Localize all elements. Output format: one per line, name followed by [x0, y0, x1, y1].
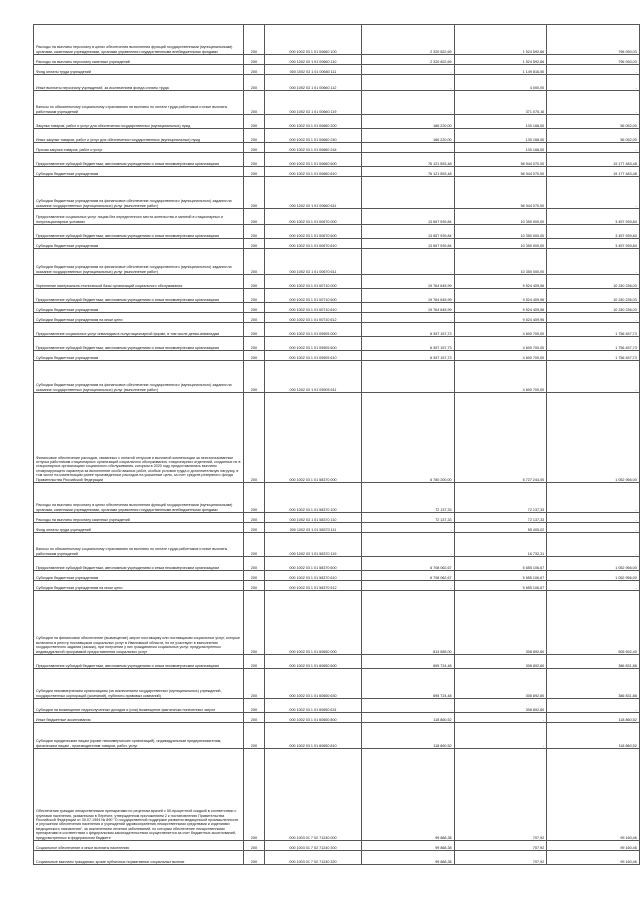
- table-row: [34, 129, 640, 143]
- table-row: [34, 749, 640, 841]
- row-line-code-cell: 200: [244, 143, 265, 153]
- row-unexecuted-cell: -: [547, 533, 640, 557]
- row-budget-code-cell: 000 1002 03 1 01 58370 612: [265, 581, 362, 591]
- row-approved-cell: -: [362, 699, 455, 713]
- row-unexecuted-cell: 19 177 483,48: [547, 167, 640, 177]
- row-executed-cell: 56 944 070,00: [454, 153, 547, 167]
- row-executed-cell: 9 524 409,96: [454, 303, 547, 313]
- row-name-cell: Взносы по обязательному социальному страхованию на выплаты по оплате труда работников и иные выплаты работникам учреждений: [34, 533, 244, 557]
- row-executed-cell: 10 350 000,00: [454, 249, 547, 275]
- row-approved-cell: 118 860,52: [362, 713, 455, 723]
- row-approved-cell: 6 708 062,67: [362, 571, 455, 581]
- row-unexecuted-cell: -: [547, 143, 640, 153]
- table-row: [34, 143, 640, 153]
- row-approved-cell: 13 657 939,84: [362, 225, 455, 239]
- row-executed-cell: 10 350 000,00: [454, 239, 547, 249]
- row-executed-cell: 4 600 700,00: [454, 337, 547, 351]
- row-approved-cell: -: [362, 143, 455, 153]
- row-unexecuted-cell: -: [547, 65, 640, 75]
- row-unexecuted-cell: -: [547, 513, 640, 523]
- table-row: [34, 655, 640, 669]
- row-line-code-cell: 200: [244, 557, 265, 571]
- row-unexecuted-cell: 10 240 236,03: [547, 303, 640, 313]
- row-name-cell: Прочая закупка товаров, работ и услуг: [34, 143, 244, 153]
- row-budget-code-cell: 000 1002 03 1 01 58370 110: [265, 513, 362, 523]
- row-executed-cell: 707,92: [454, 841, 547, 851]
- row-line-code-cell: 200: [244, 669, 265, 699]
- row-line-code-cell: 200: [244, 55, 265, 65]
- row-unexecuted-cell: 796 930,03: [547, 55, 640, 65]
- table-row: [34, 841, 640, 851]
- row-executed-cell: -: [454, 723, 547, 749]
- table-row: [34, 249, 640, 275]
- row-line-code-cell: 200: [244, 153, 265, 167]
- row-line-code-cell: 200: [244, 91, 265, 115]
- table-row: [34, 513, 640, 523]
- table-row: [34, 337, 640, 351]
- row-executed-cell: 4 600 700,00: [454, 351, 547, 361]
- table-row: [34, 351, 640, 361]
- table-row: [34, 177, 640, 209]
- row-approved-cell: -: [362, 361, 455, 393]
- row-name-cell: Расходы на выплаты персоналу казенных учреждений: [34, 55, 244, 65]
- row-unexecuted-cell: 56 052,00: [547, 129, 640, 143]
- row-budget-code-cell: 000 1002 03 1 01 60650 000: [265, 591, 362, 655]
- row-line-code-cell: 200: [244, 581, 265, 591]
- row-unexecuted-cell: -: [547, 177, 640, 209]
- row-budget-code-cell: 000 1002 03 1 01 58370 600: [265, 557, 362, 571]
- row-name-cell: Субсидии бюджетным учреждениям: [34, 351, 244, 361]
- row-name-cell: Субсидии бюджетным учреждениям на финансовое обеспечение государственного (муниципального) задания на оказание государственных (муниципальных) услуг (выполнение работ): [34, 249, 244, 275]
- row-budget-code-cell: 000 1002 03 1 01 00660 100: [265, 25, 362, 55]
- row-executed-cell: 707,92: [454, 851, 547, 865]
- row-approved-cell: -: [362, 91, 455, 115]
- row-executed-cell: 9 524 409,96: [454, 313, 547, 323]
- row-unexecuted-cell: -: [547, 249, 640, 275]
- row-unexecuted-cell: 505 692,40: [547, 591, 640, 655]
- row-executed-cell: 10 350 000,00: [454, 225, 547, 239]
- table-row: [34, 303, 640, 313]
- row-unexecuted-cell: 1 756 457,73: [547, 351, 640, 361]
- row-unexecuted-cell: -: [547, 75, 640, 91]
- row-budget-code-cell: 000 1002 03 1 01 05905 611: [265, 361, 362, 393]
- table-row: [34, 533, 640, 557]
- row-unexecuted-cell: -: [547, 313, 640, 323]
- row-unexecuted-cell: 3 457 939,84: [547, 239, 640, 249]
- row-budget-code-cell: 000 1002 03 1 01 58370 000: [265, 393, 362, 483]
- row-budget-code-cell: 000 1002 03 1 01 60650 810: [265, 723, 362, 749]
- row-unexecuted-cell: 3 457 939,84: [547, 225, 640, 239]
- row-line-code-cell: 200: [244, 225, 265, 239]
- table-row: [34, 571, 640, 581]
- row-line-code-cell: 200: [244, 571, 265, 581]
- row-line-code-cell: 200: [244, 303, 265, 313]
- table-row: [34, 851, 640, 865]
- row-approved-cell: 2 320 822,69: [362, 25, 455, 55]
- row-executed-cell: 72 137,33: [454, 513, 547, 523]
- row-line-code-cell: 200: [244, 337, 265, 351]
- table-row: [34, 91, 640, 115]
- row-name-cell: Социальное обеспечение и иные выплаты населению: [34, 841, 244, 851]
- row-approved-cell: -: [362, 249, 455, 275]
- row-unexecuted-cell: 99 160,46: [547, 749, 640, 841]
- row-executed-cell: 308 892,60: [454, 655, 547, 669]
- row-unexecuted-cell: 1 756 457,73: [547, 323, 640, 337]
- row-unexecuted-cell: 3 457 939,84: [547, 209, 640, 225]
- row-name-cell: Субсидии бюджетным учреждениям: [34, 239, 244, 249]
- row-approved-cell: -: [362, 65, 455, 75]
- table-row: [34, 591, 640, 655]
- row-name-cell: Иные закупки товаров, работ и услуг для обеспечения государственных (муниципальных) нужд: [34, 129, 244, 143]
- row-executed-cell: 56 944 070,00: [454, 177, 547, 209]
- row-approved-cell: 99 868,38: [362, 851, 455, 865]
- row-budget-code-cell: 000 1002 03 1 01 05905 000: [265, 323, 362, 337]
- row-name-cell: Субсидии бюджетным учреждениям на иные цели: [34, 313, 244, 323]
- budget-report-sheet: [33, 24, 637, 865]
- row-name-cell: Финансовое обеспечение расходов, связанных с оплатой отпусков и выплатой компенсации за неиспользованные отпуска работникам стационарных организаций социального обслуживания, стационарных отделений, созданных не в стационарных организациях социального обслуживания, которым в 2020 году предоставлялись выплаты стимулирующего характера за выполнение особо важных работ, особые условия труда и дополнительную нагрузку, в том числе на компенсацию ранее произведенных расходов на указанные цели, за счет средств резервного фонда Правительства Российской Федерации: [34, 393, 244, 483]
- row-budget-code-cell: 000 1002 03 1 01 00710 600: [265, 289, 362, 303]
- row-line-code-cell: 200: [244, 289, 265, 303]
- row-budget-code-cell: 000 1002 03 1 01 60650 630: [265, 669, 362, 699]
- row-approved-cell: 6 357 157,73: [362, 351, 455, 361]
- table-row: [34, 361, 640, 393]
- row-budget-code-cell: 000 1002 03 1 01 00660 244: [265, 143, 362, 153]
- row-unexecuted-cell: 56 052,00: [547, 115, 640, 129]
- row-unexecuted-cell: 1 756 457,73: [547, 337, 640, 351]
- row-budget-code-cell: 000 1002 03 1 01 00710 612: [265, 313, 362, 323]
- row-approved-cell: -: [362, 581, 455, 591]
- row-name-cell: Расходы на выплаты персоналу казенных учреждений: [34, 513, 244, 523]
- row-approved-cell: -: [362, 523, 455, 533]
- row-unexecuted-cell: 10 240 236,03: [547, 289, 640, 303]
- row-name-cell: Расходы на выплаты персоналу в целях обеспечения выполнения функций государственными (муниципальными) органами, казенными учреждениями, органами управления государственными внебюджетными фондами: [34, 25, 244, 55]
- row-approved-cell: 814 585,00: [362, 591, 455, 655]
- row-line-code-cell: 200: [244, 393, 265, 483]
- row-name-cell: Взносы по обязательному социальному страхованию на выплаты по оплате труда работников и иные выплаты работникам учреждений: [34, 91, 244, 115]
- table-row: [34, 699, 640, 713]
- row-unexecuted-cell: 118 860,52: [547, 713, 640, 723]
- row-line-code-cell: 200: [244, 75, 265, 91]
- table-row: [34, 75, 640, 91]
- row-executed-cell: 5 655 106,67: [454, 557, 547, 571]
- row-executed-cell: 308 892,60: [454, 669, 547, 699]
- row-line-code-cell: 200: [244, 177, 265, 209]
- row-approved-cell: 6 708 062,67: [362, 557, 455, 571]
- row-unexecuted-cell: 386 831,88: [547, 655, 640, 669]
- row-line-code-cell: 200: [244, 841, 265, 851]
- table-row: [34, 167, 640, 177]
- row-line-code-cell: 200: [244, 239, 265, 249]
- table-body: [34, 25, 640, 865]
- row-executed-cell: 130 168,00: [454, 115, 547, 129]
- row-budget-code-cell: 000 1002 03 1 01 00660 611: [265, 177, 362, 209]
- row-budget-code-cell: 000 1003 01 7 02 71240 320: [265, 851, 362, 865]
- row-line-code-cell: 200: [244, 723, 265, 749]
- row-approved-cell: 6 357 157,73: [362, 323, 455, 337]
- table-row: [34, 581, 640, 591]
- row-executed-cell: 4 600 700,00: [454, 323, 547, 337]
- row-line-code-cell: 200: [244, 483, 265, 513]
- row-name-cell: Предоставление социальных услуг лицам без определенного места жительства и занятий в стационарных и полустационарных условиях: [34, 209, 244, 225]
- table-row: [34, 523, 640, 533]
- table-row: [34, 483, 640, 513]
- row-approved-cell: 13 657 939,84: [362, 209, 455, 225]
- row-executed-cell: 72 137,33: [454, 483, 547, 513]
- row-executed-cell: 1 524 592,66: [454, 25, 547, 55]
- row-name-cell: Субсидии юридическим лицам (кроме некоммерческих организаций), индивидуальным предпринимателям, физическим лицам - производителям товаров, работ, услуг: [34, 723, 244, 749]
- row-name-cell: Фонд оплаты труда учреждений: [34, 523, 244, 533]
- row-budget-code-cell: 000 1002 03 1 01 58370 610: [265, 571, 362, 581]
- row-name-cell: Обеспечение граждан лекарственными препаратами по рецептам врачей с 50-процентной скидкой в соответствии с группами населения, указанными в Перечне, утвержденном приложением 2 к постановлению Правительства Российской Федерации от 30.07.1994 № 890 "О государственной поддержке развития медицинской промышленности и улучшении обеспечения населения и учреждений здравоохранения лекарственными средствами и изделиями медицинского назначения", за исключением лечения заболеваний, по которым обеспечение лекарственными препаратами в соответствии с федеральным законодательством осуществляется за счет бюджетных ассигнований, предусмотренных в федеральном бюджете: [34, 749, 244, 841]
- row-name-cell: Расходы на выплаты персоналу в целях обеспечения выполнения функций государственными (муниципальными) органами, казенными учреждениями, органами управления государственными внебюджетными фондами: [34, 483, 244, 513]
- table-row: [34, 313, 640, 323]
- table-row: [34, 669, 640, 699]
- row-budget-code-cell: 000 1002 03 1 01 00670 600: [265, 225, 362, 239]
- row-budget-code-cell: 000 1002 03 1 01 60650 631: [265, 699, 362, 713]
- row-unexecuted-cell: 118 860,52: [547, 723, 640, 749]
- row-name-cell: Субсидии бюджетным учреждениям на финансовое обеспечение государственного (муниципального) задания на оказание государственных (муниципальных) услуг (выполнение работ): [34, 361, 244, 393]
- row-executed-cell: 9 524 409,96: [454, 289, 547, 303]
- row-approved-cell: 2 320 822,69: [362, 55, 455, 65]
- row-approved-cell: 6 780 200,00: [362, 393, 455, 483]
- row-line-code-cell: 200: [244, 533, 265, 557]
- row-unexecuted-cell: -: [547, 483, 640, 513]
- row-line-code-cell: 200: [244, 115, 265, 129]
- row-unexecuted-cell: -: [547, 699, 640, 713]
- table-row: [34, 55, 640, 65]
- row-unexecuted-cell: 99 160,46: [547, 851, 640, 865]
- row-executed-cell: 5 655 106,67: [454, 571, 547, 581]
- row-line-code-cell: 200: [244, 313, 265, 323]
- table-row: [34, 225, 640, 239]
- row-budget-code-cell: 000 1002 03 1 01 58370 100: [265, 483, 362, 513]
- row-approved-cell: 76 121 553,48: [362, 153, 455, 167]
- row-approved-cell: 186 220,00: [362, 129, 455, 143]
- row-line-code-cell: 200: [244, 25, 265, 55]
- table-row: [34, 115, 640, 129]
- row-executed-cell: 5 727 244,00: [454, 393, 547, 483]
- row-budget-code-cell: 000 1002 03 1 01 00660 119: [265, 91, 362, 115]
- row-line-code-cell: 200: [244, 323, 265, 337]
- row-name-cell: Предоставление субсидий бюджетным, автономным учреждениям и иным некоммерческим организациям: [34, 153, 244, 167]
- row-line-code-cell: 200: [244, 129, 265, 143]
- row-budget-code-cell: 000 1002 03 1 01 00670 611: [265, 249, 362, 275]
- table-row: [34, 25, 640, 55]
- row-name-cell: Иные выплаты персоналу учреждений, за исключением фонда оплаты труда: [34, 75, 244, 91]
- row-budget-code-cell: 000 1003 01 7 02 71240 000: [265, 749, 362, 841]
- table-row: [34, 557, 640, 571]
- row-executed-cell: 55 405,02: [454, 523, 547, 533]
- row-line-code-cell: 200: [244, 209, 265, 225]
- table-row: [34, 153, 640, 167]
- row-executed-cell: 1 149 816,50: [454, 65, 547, 75]
- row-executed-cell: 16 732,31: [454, 533, 547, 557]
- row-budget-code-cell: 000 1002 03 1 01 60650 800: [265, 713, 362, 723]
- row-line-code-cell: 200: [244, 513, 265, 523]
- row-approved-cell: 99 868,38: [362, 841, 455, 851]
- table-row: [34, 393, 640, 483]
- row-line-code-cell: 200: [244, 351, 265, 361]
- row-budget-code-cell: 000 1002 03 1 01 00660 111: [265, 65, 362, 75]
- table-row: [34, 289, 640, 303]
- table-row: [34, 275, 640, 289]
- row-budget-code-cell: 000 1002 03 1 01 60650 600: [265, 655, 362, 669]
- row-approved-cell: -: [362, 75, 455, 91]
- row-line-code-cell: 200: [244, 749, 265, 841]
- row-approved-cell: 99 868,38: [362, 749, 455, 841]
- row-executed-cell: 56 944 070,00: [454, 167, 547, 177]
- row-approved-cell: -: [362, 533, 455, 557]
- row-approved-cell: 76 121 553,48: [362, 167, 455, 177]
- row-name-cell: Предоставление субсидий бюджетным, автономным учреждениям и иным некоммерческим организациям: [34, 225, 244, 239]
- row-name-cell: Фонд оплаты труда учреждений: [34, 65, 244, 75]
- row-name-cell: Укрепление материально-технической базы организаций социального обслуживания: [34, 275, 244, 289]
- row-line-code-cell: 200: [244, 523, 265, 533]
- row-name-cell: Субсидии на финансовое обеспечение (возмещение) затрат поставщику или поставщикам социальных услуг, которые включены в реестр поставщиков социальных услуг в Ивановской области, но не участвуют в выполнении государственного задания (заказа), при получении у них гражданином социальных услуг, предусмотренных индивидуальной программой предоставления социальных услуг: [34, 591, 244, 655]
- row-executed-cell: 4 000,00: [454, 75, 547, 91]
- row-name-cell: Субсидии бюджетным учреждениям: [34, 303, 244, 313]
- row-budget-code-cell: 000 1003 01 7 02 71240 300: [265, 841, 362, 851]
- row-budget-code-cell: 000 1002 03 1 01 00660 600: [265, 153, 362, 167]
- row-name-cell: Субсидии на возмещение недополученных доходов и (или) возмещение фактически понесенных затрат: [34, 699, 244, 713]
- table-row: [34, 209, 640, 225]
- row-executed-cell: 10 350 000,00: [454, 209, 547, 225]
- table-row: [34, 723, 640, 749]
- row-approved-cell: 72 137,33: [362, 513, 455, 523]
- row-unexecuted-cell: -: [547, 581, 640, 591]
- row-unexecuted-cell: 1 052 956,00: [547, 557, 640, 571]
- row-approved-cell: 19 764 645,99: [362, 289, 455, 303]
- row-executed-cell: 9 524 409,96: [454, 275, 547, 289]
- row-approved-cell: -: [362, 313, 455, 323]
- row-unexecuted-cell: 10 240 236,03: [547, 275, 640, 289]
- row-unexecuted-cell: -: [547, 361, 640, 393]
- row-budget-code-cell: 000 1002 03 1 01 05905 610: [265, 351, 362, 361]
- row-budget-code-cell: 000 1002 03 1 01 00670 610: [265, 239, 362, 249]
- row-approved-cell: 118 860,52: [362, 723, 455, 749]
- row-name-cell: Предоставление субсидий бюджетным, автономным учреждениям и иным некоммерческим организациям: [34, 557, 244, 571]
- row-name-cell: Предоставление субсидий бюджетным, автономным учреждениям и иным некоммерческим организациям: [34, 289, 244, 303]
- row-unexecuted-cell: 1 052 956,00: [547, 393, 640, 483]
- table-row: [34, 65, 640, 75]
- row-name-cell: Субсидии бюджетным учреждениям на финансовое обеспечение государственного (муниципального) задания на оказание государственных (муниципальных) услуг (выполнение работ): [34, 177, 244, 209]
- row-name-cell: Субсидии некоммерческим организациям (за исключением государственных (муниципальных) учреждений, государственных корпораций (компаний), публично-правовых компаний): [34, 669, 244, 699]
- row-approved-cell: 19 764 645,99: [362, 275, 455, 289]
- row-line-code-cell: 200: [244, 65, 265, 75]
- row-executed-cell: 707,92: [454, 749, 547, 841]
- row-executed-cell: -: [454, 713, 547, 723]
- row-line-code-cell: 200: [244, 591, 265, 655]
- row-unexecuted-cell: -: [547, 91, 640, 115]
- row-budget-code-cell: 000 1002 03 1 01 00660 240: [265, 129, 362, 143]
- row-executed-cell: 130 168,00: [454, 143, 547, 153]
- row-unexecuted-cell: 99 160,46: [547, 841, 640, 851]
- row-approved-cell: 19 764 645,99: [362, 303, 455, 313]
- budget-execution-table: [33, 24, 640, 865]
- row-name-cell: Предоставление субсидий бюджетным, автономным учреждениям и иным некоммерческим организациям: [34, 655, 244, 669]
- row-approved-cell: 13 657 939,84: [362, 239, 455, 249]
- row-line-code-cell: 200: [244, 713, 265, 723]
- row-budget-code-cell: 000 1002 03 1 01 00710 610: [265, 303, 362, 313]
- row-budget-code-cell: 000 1002 03 1 01 05905 600: [265, 337, 362, 351]
- row-budget-code-cell: 000 1002 03 1 01 00660 112: [265, 75, 362, 91]
- row-approved-cell: 695 724,48: [362, 655, 455, 669]
- row-name-cell: Субсидии бюджетным учреждениям: [34, 571, 244, 581]
- row-name-cell: Предоставление социальных услуг инвалидам в полустационарной форме, в том числе детям-инвалидам: [34, 323, 244, 337]
- row-name-cell: Закупка товаров, работ и услуг для обеспечения государственных (муниципальных) нужд: [34, 115, 244, 129]
- row-name-cell: Субсидии бюджетным учреждениям на иные цели: [34, 581, 244, 591]
- row-approved-cell: 186 220,00: [362, 115, 455, 129]
- row-budget-code-cell: 000 1002 03 1 01 00660 110: [265, 55, 362, 65]
- row-line-code-cell: 200: [244, 851, 265, 865]
- row-executed-cell: 371 075,16: [454, 91, 547, 115]
- row-name-cell: Субсидии бюджетным учреждениям: [34, 167, 244, 177]
- row-budget-code-cell: 000 1002 03 1 01 00670 000: [265, 209, 362, 225]
- row-unexecuted-cell: 796 930,03: [547, 25, 640, 55]
- row-name-cell: Иные бюджетные ассигнования: [34, 713, 244, 723]
- row-line-code-cell: 200: [244, 275, 265, 289]
- row-line-code-cell: 200: [244, 655, 265, 669]
- table-row: [34, 713, 640, 723]
- row-line-code-cell: 200: [244, 699, 265, 713]
- row-name-cell: Социальные выплаты гражданам, кроме публичных нормативных социальных выплат: [34, 851, 244, 865]
- row-executed-cell: 1 524 592,66: [454, 55, 547, 65]
- row-budget-code-cell: 000 1002 03 1 01 00710 000: [265, 275, 362, 289]
- row-line-code-cell: 200: [244, 167, 265, 177]
- row-approved-cell: 72 137,33: [362, 483, 455, 513]
- row-executed-cell: 130 168,00: [454, 129, 547, 143]
- row-unexecuted-cell: 1 052 956,00: [547, 571, 640, 581]
- row-executed-cell: 308 892,60: [454, 699, 547, 713]
- row-approved-cell: 695 724,48: [362, 669, 455, 699]
- row-executed-cell: 308 892,60: [454, 591, 547, 655]
- row-approved-cell: -: [362, 177, 455, 209]
- row-executed-cell: 5 655 106,67: [454, 581, 547, 591]
- row-line-code-cell: 200: [244, 361, 265, 393]
- row-unexecuted-cell: 19 177 483,48: [547, 153, 640, 167]
- row-budget-code-cell: 000 1002 03 1 01 58370 111: [265, 523, 362, 533]
- table-row: [34, 239, 640, 249]
- row-name-cell: Предоставление субсидий бюджетным, автономным учреждениям и иным некоммерческим организациям: [34, 337, 244, 351]
- table-row: [34, 323, 640, 337]
- row-unexecuted-cell: 386 831,88: [547, 669, 640, 699]
- row-budget-code-cell: 000 1002 03 1 01 00660 610: [265, 167, 362, 177]
- row-approved-cell: 6 357 157,73: [362, 337, 455, 351]
- row-budget-code-cell: 000 1002 03 1 01 00660 200: [265, 115, 362, 129]
- row-unexecuted-cell: -: [547, 523, 640, 533]
- row-executed-cell: 4 600 700,00: [454, 361, 547, 393]
- row-line-code-cell: 200: [244, 249, 265, 275]
- row-budget-code-cell: 000 1002 03 1 01 58370 119: [265, 533, 362, 557]
